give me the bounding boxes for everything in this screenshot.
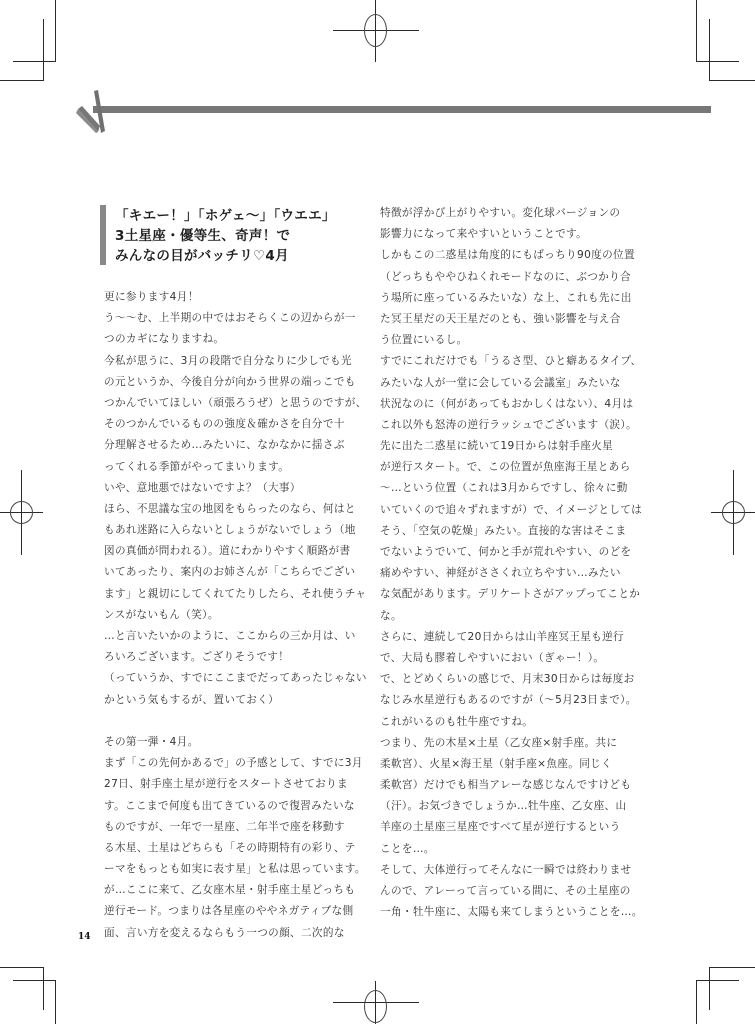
ribbon-fold-icon: [74, 88, 114, 138]
right-column: [380, 203, 643, 923]
body-line: ます」と親切にしてくれてたりしたら、それ使うチャ: [104, 587, 367, 600]
body-line: 更に参ります4月！: [104, 291, 199, 303]
body-line: 状況なのに（何があってもおかしくはない）、4月は: [380, 397, 634, 410]
body-line: う位置にいるし。: [380, 334, 468, 347]
body-line: そのつかんでいるものの強度＆確かさを自分で十: [104, 418, 345, 431]
heading-line: みんなの目がバッチリ♡4月: [115, 248, 289, 264]
body-line: 柔軟宮）だけでも相当アレーな感じなんですけども: [380, 779, 632, 792]
body-line: そう、「空気の乾燥」みたい。直接的な害はそこま: [380, 524, 627, 537]
body-line: でないようでいて、何かと手が荒れやすい、のどを: [380, 546, 632, 558]
body-line: その第一弾・4月。: [104, 735, 199, 748]
body-line: すでにこれだけでも「うるさ型、ひと癖あるタイプ、: [380, 355, 642, 368]
body-line: ろいろございます。ござりそうです！: [104, 651, 290, 664]
body-line: 一角・牡牛座に、太陽も来てしまうということを…。: [380, 906, 643, 919]
body-line: これ以外も怒涛の逆行ラッシュでございます（涙）。: [380, 418, 637, 431]
body-line: 面、言い方を変えるならもう一つの顔、二次的な: [104, 926, 345, 939]
body-line: 27日、射手座土星が逆行をスタートさせておりま: [104, 778, 348, 791]
body-line: いてあったり、案内のお姉さんが「こちらでござい: [104, 566, 356, 579]
body-line: す。ここまで何度も出てきているので復習みたいな: [104, 799, 355, 812]
body-line: ーマをもっとも如実に表す星」と私は思っています。: [104, 863, 366, 876]
body-line: で、とどめくらいの感じで、月末30日からは毎度お: [380, 673, 635, 686]
body-line: ことを…。: [380, 842, 435, 855]
body-line: う場所に座っているみたいな）な上、これも先に出: [380, 291, 632, 304]
page-number: 14: [78, 932, 91, 942]
body-line: 影響力になって来やすいということです。: [380, 228, 588, 241]
left-column: [104, 287, 367, 944]
body-line: の元というか、今後自分が向かう世界の端っこでも: [104, 375, 356, 388]
body-line: る木星、土星はどちらも「その時期特有の彩り、テ: [104, 841, 356, 854]
body-line: （汗）。お気づきでしょうか…牡牛座、乙女座、山: [380, 800, 627, 813]
body-line: な。: [380, 609, 402, 622]
body-line: 逆行モード。つまりは各星座のややネガティブな側: [104, 905, 354, 918]
body-line: が逆行スタート。で、この位置が魚座海王星とあら: [380, 461, 631, 474]
body-line: 先に出た二惑星に続いて19日からは射手座火星: [380, 440, 614, 453]
body-line: で、大局も膠着しやすいにおい（ぎゃー！）。: [380, 651, 605, 664]
body-line: まず「この先何かあるで」の予感として、すでに3月: [104, 757, 363, 770]
body-line: 図の真価が問われる）。道にわかりやすく順路が書: [104, 545, 351, 558]
body-line: ってくれる季節がやってまいります。: [104, 460, 290, 473]
body-line: 羊座の土星座三星座ですべて星が逆行するという: [380, 821, 621, 834]
heading-accent-bar: [100, 205, 106, 265]
body-line: これがいるのも牡牛座ですね。: [380, 715, 534, 728]
heading-line: 「キエー！」「ホゲェ〜」「ウエエ」: [115, 208, 336, 224]
body-line: た冥王星だの天王星だのとも、強い影響を与え合: [380, 312, 621, 325]
header-bar: [93, 106, 711, 113]
body-line: そして、大体逆行ってそんなに一瞬では終わりませ: [380, 863, 632, 876]
heading-line: 3土星座・優等生、奇声！で: [115, 228, 291, 244]
body-line: さらに、連続して20日からは山羊座冥王星も逆行: [380, 630, 624, 643]
body-line: （どっちもややひねくれモードなのに、ぶつかり合: [380, 270, 632, 283]
body-line: ほら、不思議な宝の地図をもらったのなら、何はと: [104, 502, 356, 515]
body-line: （っていうか、すでにここまでだってあったじゃない: [104, 672, 367, 685]
body-line: つかんでいてほしい（頑張ろうぜ）と思うのですが、: [104, 396, 367, 409]
body-line: 痛めやすい、神経がささくれ立ちやすい…みたい: [380, 567, 621, 580]
body-line: 分理解させるため…みたいに、なかなかに揺さぶ: [104, 439, 345, 452]
body-line: つのカギになりますね。: [104, 333, 225, 346]
body-line: …と言いたいかのように、ここからの三か月は、い: [104, 630, 356, 642]
body-line: う〜〜む、上半期の中ではおそらくこの辺からが一: [104, 312, 356, 325]
body-line: しかもこの二惑星は角度的にもばっちり90度の位置: [380, 249, 635, 262]
body-line: 〜…という位置（これは3月からですし、徐々に動: [380, 482, 628, 495]
body-line: んので、アレーって言っている間に、その土星座の: [380, 885, 631, 897]
body-line: みたいな人が一堂に会している会議室」みたいな: [380, 376, 621, 389]
body-line: つまり、先の木星×土星（乙女座×射手座。共に: [380, 736, 618, 749]
body-line: 特徴が浮かび上がりやすい。変化球バージョンの: [380, 207, 621, 219]
body-line: なじみ水星逆行もあるのですが（〜5月23日まで）。: [380, 694, 637, 707]
blank-line: [104, 711, 359, 732]
body-line: いや、意地悪ではないですよ？（大事）: [104, 481, 301, 494]
body-line: ンスがないもん（笑）。: [104, 608, 219, 621]
body-line: もあれ迷路に入らないとしょうがないでしょう（地: [104, 524, 356, 537]
body-line: ものですが、一年で一星座、二年半で座を移動す: [104, 820, 345, 833]
body-line: いていくので追々ずれますが）で、イメージとしては: [380, 503, 643, 516]
body-line: 今私が思うに、3月の段階で自分なりに少しでも光: [104, 354, 352, 367]
body-line: な気配があります。デリケートさがアップってことか: [380, 588, 641, 601]
body-line: が…ここに来て、乙女座木星・射手座土星どっちも: [104, 884, 356, 897]
body-line: 柔軟宮）、火星×海王星（射手座×魚座。同じく: [380, 757, 613, 770]
body-line: かという気もするが、置いておく）: [104, 693, 280, 706]
